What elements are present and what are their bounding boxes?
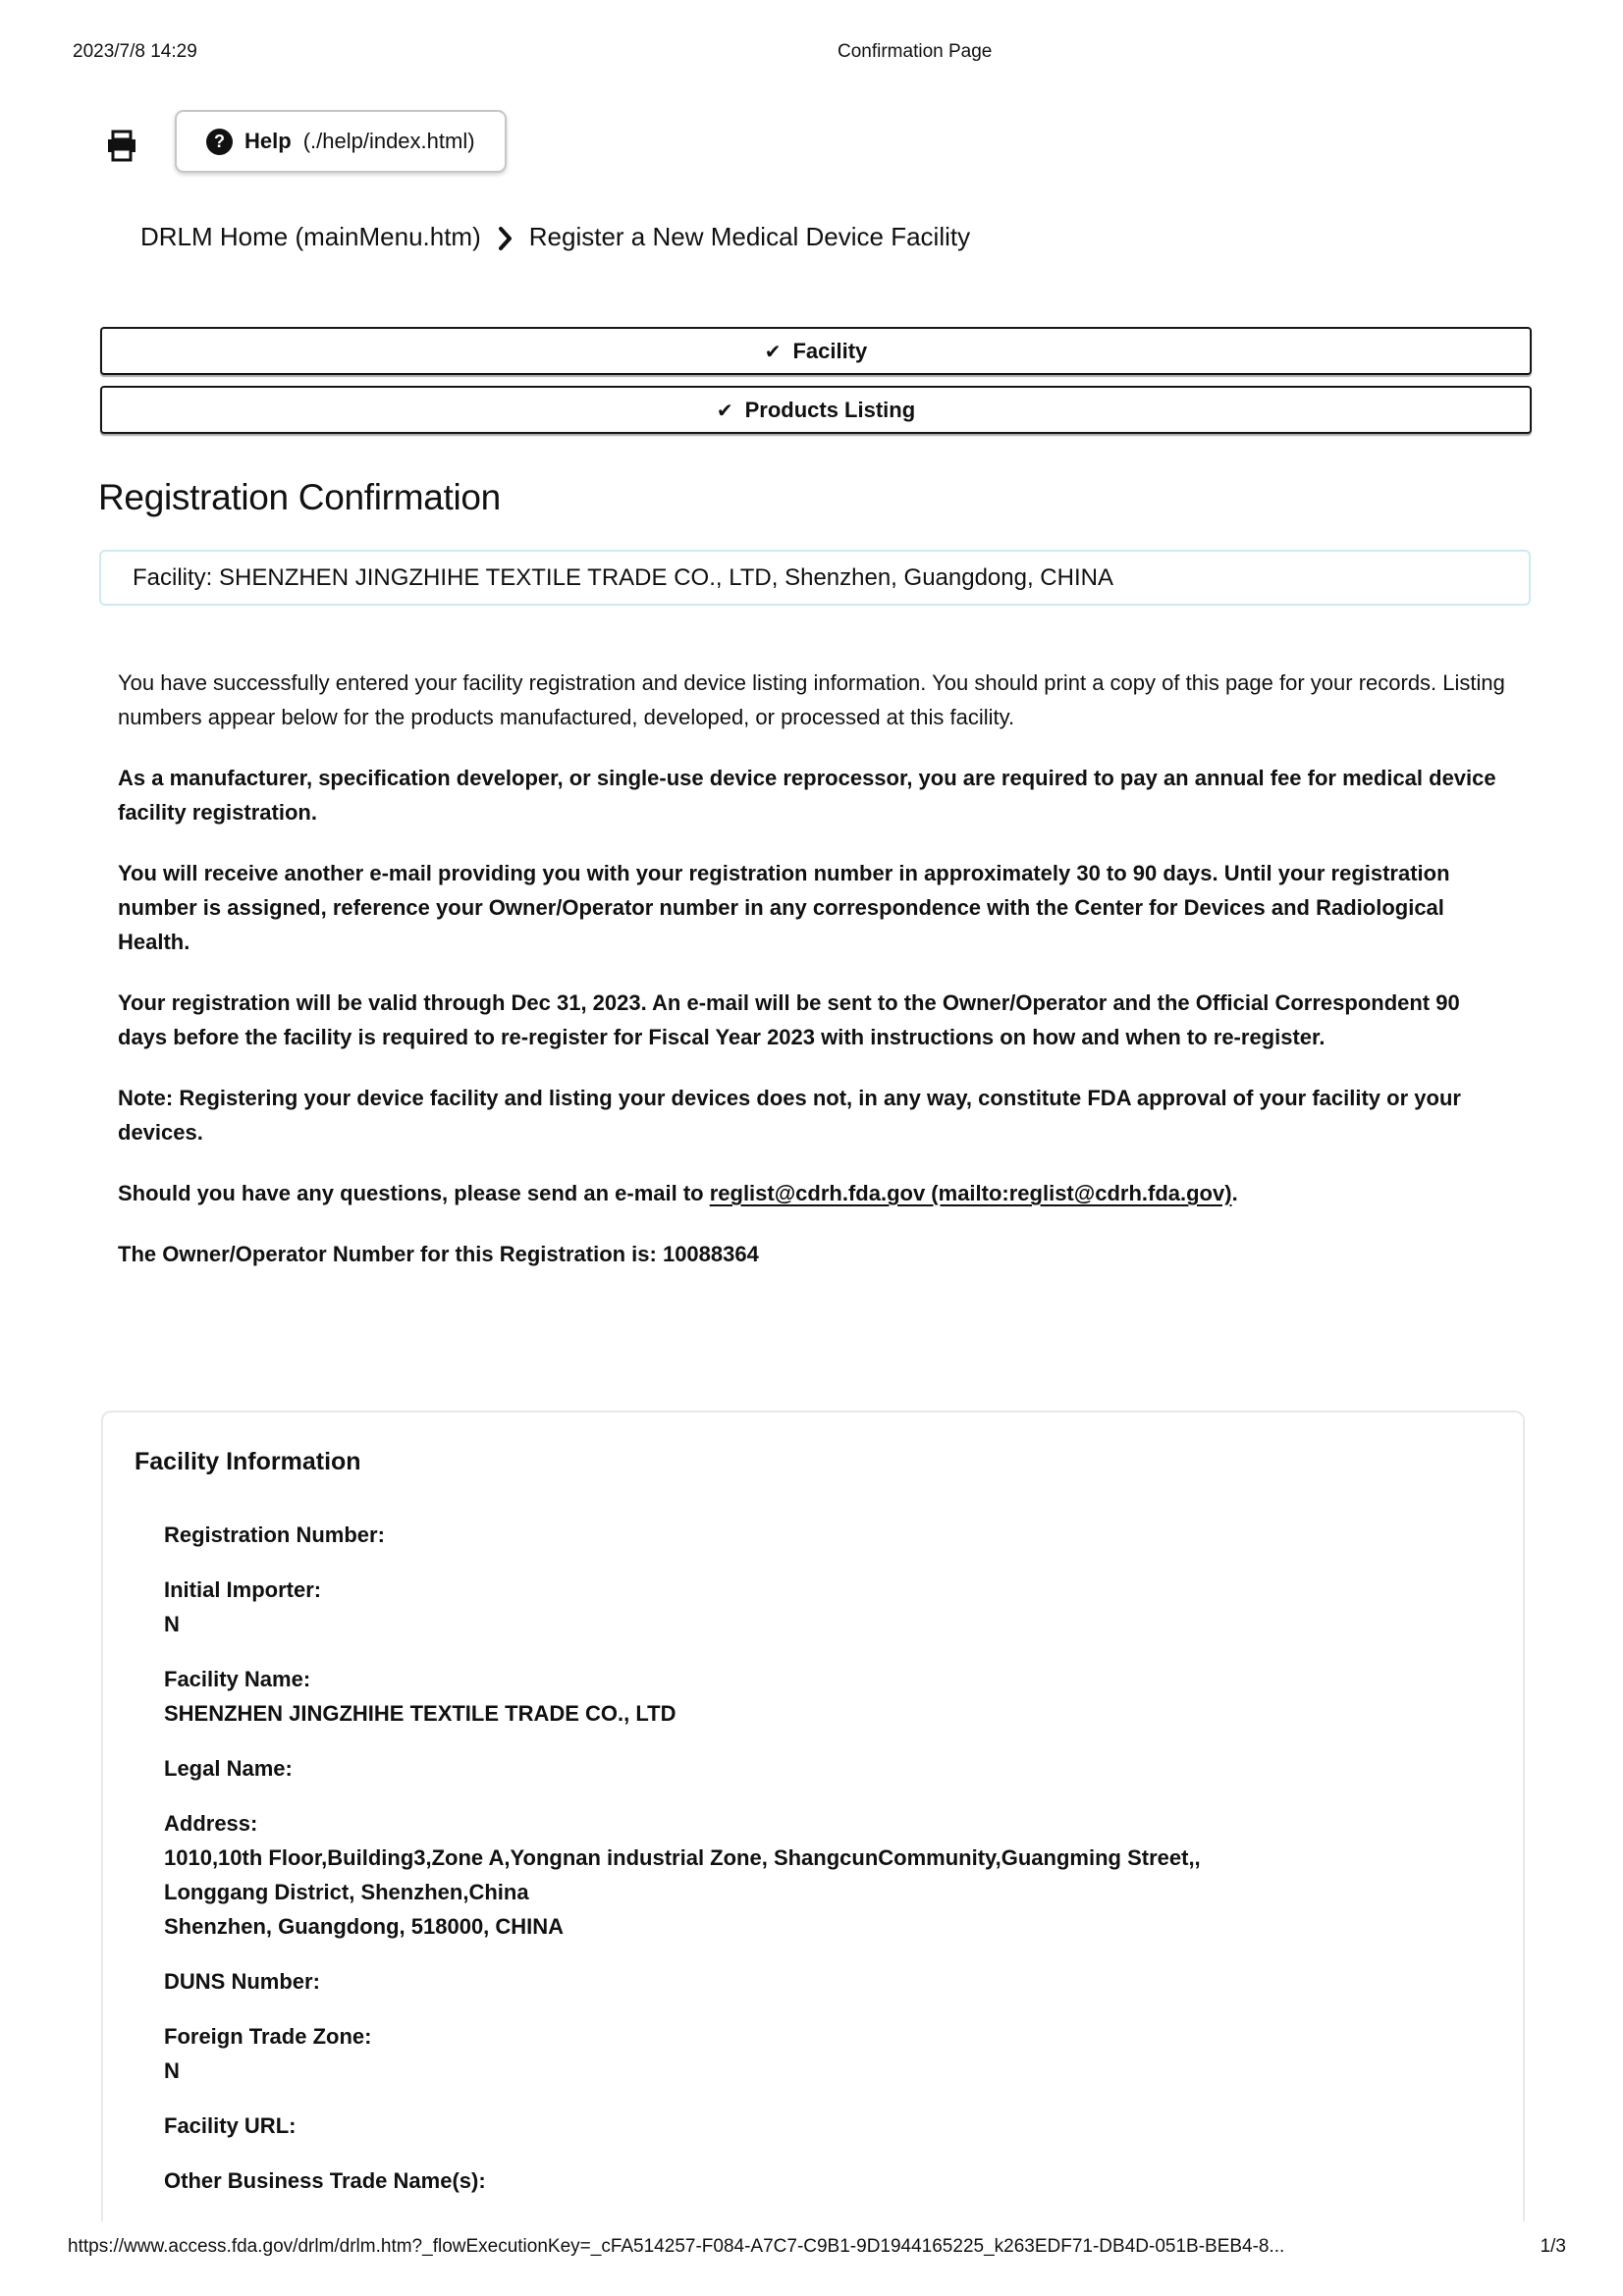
facility-information-card <box>101 1411 1525 2221</box>
field-label: Other Business Trade Name(s): <box>164 2168 486 2193</box>
print-header-title: Confirmation Page <box>838 41 993 62</box>
paragraph-email-notice: You will receive another e-mail providing you with your registration number in approximately 30 to 90 days. Until your registration number is assigned, reference your Owner/Operator number in any correspondence with the Center for Devices and Radiological Health. <box>118 861 1450 954</box>
field-legal-name <box>164 1751 1493 1786</box>
progress-step-products-listing[interactable] <box>100 386 1532 434</box>
facility-information-title: Facility Information <box>135 1448 361 1475</box>
questions-prefix: Should you have any questions, please send an e-mail to <box>118 1181 710 1205</box>
facility-summary-box <box>99 550 1531 606</box>
field-registration-number <box>164 1518 1493 1552</box>
field-label: Legal Name: <box>164 1756 293 1781</box>
field-facility-name <box>164 1662 1493 1731</box>
breadcrumb-link-home[interactable]: DRLM Home (mainMenu.htm) <box>140 222 481 251</box>
breadcrumb-current: Register a New Medical Device Facility <box>528 222 971 251</box>
print-footer-page-number: 1/3 <box>1540 2236 1566 2257</box>
facility-summary-text: Facility: SHENZHEN JINGZHIHE TEXTILE TRADE CO., LTD, Shenzhen, Guangdong, CHINA <box>133 563 1113 591</box>
help-button[interactable] <box>175 110 507 173</box>
progress-step-facility[interactable] <box>100 327 1532 375</box>
print-footer-url: https://www.access.fda.gov/drlm/drlm.htm?_flowExecutionKey=_cFA514257-F084-A7C7-C9B1-9D1944165225_k263EDF71-DB4D-051B-BEB4-8... <box>68 2236 1285 2257</box>
field-value: Shenzhen, Guangdong, 518000, CHINA <box>164 1914 565 1939</box>
page-title: Registration Confirmation <box>98 477 501 517</box>
paragraph-owner-operator-number: The Owner/Operator Number for this Registration is: 10088364 <box>118 1242 759 1266</box>
check-icon: ✔ <box>716 398 733 422</box>
print-header-datetime: 2023/7/8 14:29 <box>73 41 197 62</box>
chevron-right-icon <box>497 226 514 251</box>
field-value: N <box>164 1612 180 1636</box>
toolbar <box>106 110 507 173</box>
field-value: 1010,10th Floor,Building3,Zone A,Yongnan industrial Zone, ShangcunCommunity,Guangming Street,, <box>164 1845 1201 1870</box>
paragraph-note: Note: Registering your device facility and listing your devices does not, in any way, constitute FDA approval of your facility or your devices. <box>118 1086 1461 1145</box>
progress-step-facility-label: Facility <box>792 338 868 363</box>
paragraph-questions <box>118 1176 1512 1210</box>
field-label: Initial Importer: <box>164 1577 322 1602</box>
facility-information-fields <box>164 1518 1493 2198</box>
field-value: N <box>164 2058 180 2083</box>
question-mark-icon: ? <box>206 129 233 155</box>
questions-suffix: . <box>1231 1181 1238 1205</box>
field-label: Facility Name: <box>164 1667 311 1691</box>
field-label: Facility URL: <box>164 2113 297 2138</box>
field-foreign-trade-zone <box>164 2019 1493 2088</box>
progress-steps <box>100 327 1532 445</box>
help-button-path: (./help/index.html) <box>302 129 475 153</box>
field-other-business-trade-names <box>164 2163 1493 2198</box>
confirmation-body <box>118 666 1512 1298</box>
field-value: Longgang District, Shenzhen,China <box>164 1880 529 1904</box>
field-address <box>164 1806 1493 1944</box>
reglist-email-link[interactable]: reglist@cdrh.fda.gov (mailto:reglist@cdrh.fda.gov) <box>709 1181 1232 1205</box>
breadcrumb <box>140 222 970 252</box>
paragraph-intro: You have successfully entered your facility registration and device listing information. You should print a copy of this page for your records. Listing numbers appear below for the products manufactured, developed, or processed at this facility. <box>118 670 1505 729</box>
check-icon: ✔ <box>764 339 782 363</box>
help-button-label: Help <box>244 129 292 153</box>
paragraph-annual-fee: As a manufacturer, specification developer, or single-use device reprocessor, you are required to pay an annual fee for medical device facility registration. <box>118 766 1496 825</box>
field-label: DUNS Number: <box>164 1969 320 1994</box>
field-label: Foreign Trade Zone: <box>164 2024 372 2049</box>
field-initial-importer <box>164 1573 1493 1641</box>
field-value: SHENZHEN JINGZHIHE TEXTILE TRADE CO., LTD <box>164 1701 676 1726</box>
field-facility-url <box>164 2109 1493 2143</box>
field-label: Registration Number: <box>164 1522 385 1547</box>
print-icon[interactable] <box>106 130 137 163</box>
field-label: Address: <box>164 1811 258 1836</box>
paragraph-validity: Your registration will be valid through Dec 31, 2023. An e-mail will be sent to the Owner/Operator and the Official Correspondent 90 days before the facility is required to re-register for Fiscal Year 2023 with instructions on how and when to re-register. <box>118 990 1460 1049</box>
field-duns-number <box>164 1964 1493 1999</box>
progress-step-products-listing-label: Products Listing <box>744 397 916 422</box>
